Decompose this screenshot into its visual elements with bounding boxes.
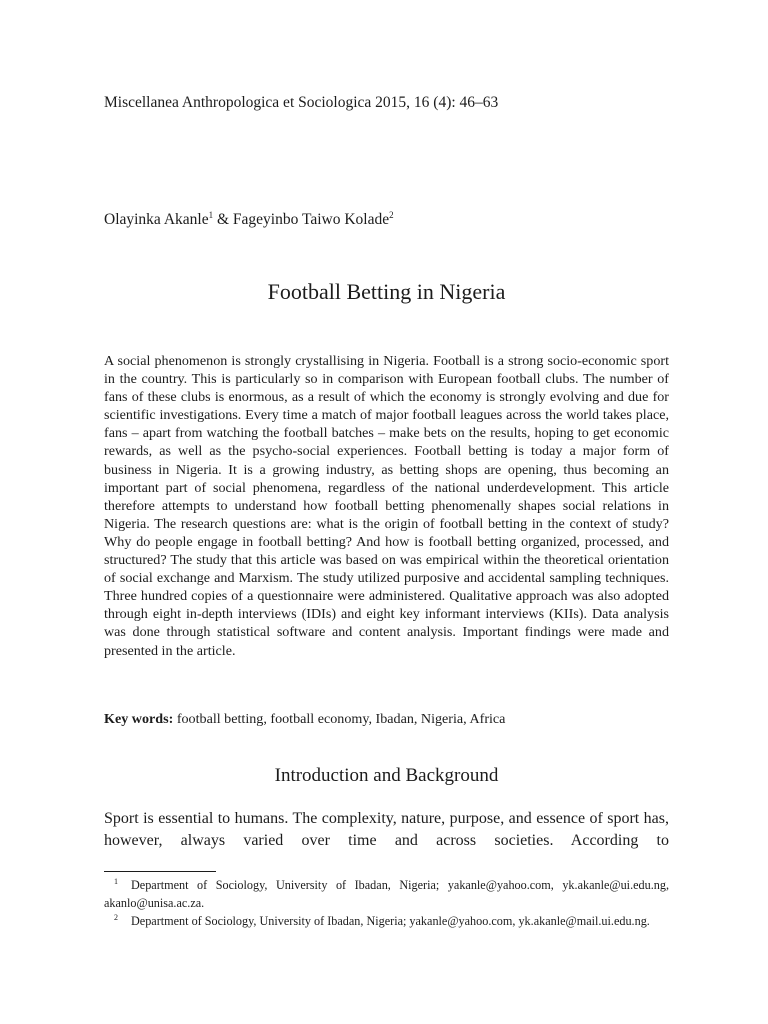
author-line (104, 211, 394, 229)
footnote-2-mark: 2 (114, 913, 118, 922)
footnote-2-text: Department of Sociology, University of Ibadan, Nigeria; yakanle@yahoo.com, yk.akanle@mail.ui.edu.ng. (131, 914, 650, 928)
footnote-1-text: Department of Sociology, University of Ibadan, Nigeria; yakanle@yahoo.com, yk.akanle@ui.edu.ng, akanlo@unisa.ac.za. (104, 878, 669, 910)
author-1-footnote-mark: 1 (208, 210, 214, 220)
keywords-label: Key words: (104, 711, 174, 727)
author-2-name: Fageyinbo Taiwo Kolade (232, 211, 390, 228)
footnote-2 (104, 912, 669, 930)
journal-header: Miscellanea Anthropologica et Sociologica 2015, 16 (4): 46–63 (104, 94, 499, 111)
body-paragraph: Sport is essential to humans. The complexity, nature, purpose, and essence of sport has, however, always varied over time and across societies. According to (104, 810, 669, 849)
footnotes (104, 876, 669, 930)
author-2-footnote-mark: 2 (389, 210, 394, 220)
footnote-1-mark: 1 (114, 877, 118, 886)
keywords-line (104, 711, 505, 728)
footnote-divider (104, 871, 216, 872)
section-heading: Introduction and Background (274, 765, 499, 786)
author-separator: & (213, 211, 233, 228)
abstract-text: A social phenomenon is strongly crystallising in Nigeria. Football is a strong socio-economic sport in the country. This is particularly so in comparison with European football clubs. The number of fans of these clubs is enormous, as a result of which the economy is strongly evolving and due for scientific investigations. Every time a match of major football leagues across the world takes place, fans – apart from watching the football batches – make bets on the results, hoping to get economic rewards, as well as the psycho-social experiences. Football betting is today a major form of business in Nigeria. It is a growing industry, as betting shops are opening, thus becoming an important part of social phenomena, regardless of the national underdevelopment. This article therefore attempts to understand how football betting phenomenally shapes social relations in Nigeria. The research questions are: what is the origin of football betting in the context of study? Why do people engage in football betting? And how is football betting organized, processed, and structured? The study that this article was based on was empirical within the theoretical orientation of social exchange and Marxism. The study utilized purposive and accidental sampling techniques. Three hundred copies of a questionnaire were administered. Qualitative approach was also adopted through eight in-depth interviews (IDIs) and eight key informant interviews (KIIs). Data analysis was done through statistical software and content analysis. Important findings were made and presented in the article. (104, 353, 669, 659)
keywords-value: football betting, football economy, Ibadan, Nigeria, Africa (173, 711, 506, 727)
article-title: Football Betting in Nigeria (267, 279, 506, 304)
author-1-name: Olayinka Akanle (104, 211, 209, 228)
footnote-1 (104, 876, 669, 912)
